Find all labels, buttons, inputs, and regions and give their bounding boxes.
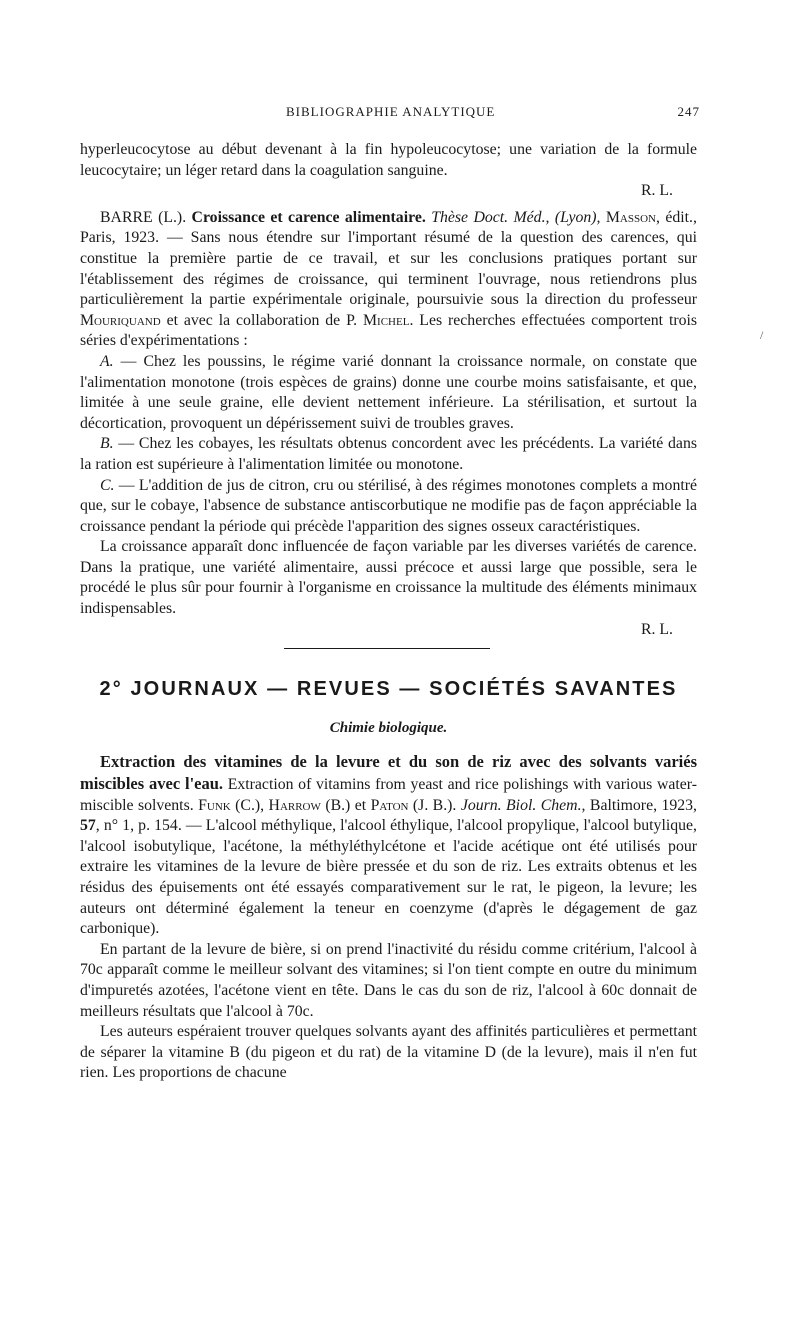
continued-paragraph: hyperleucocytose au début devenant à la fin hypoleucocytose; une variation de la formule leucocytaire; un léger retard dans la coagulation sanguine. [80,141,697,179]
article-abstract: , n° 1, p. 154. — L'alcool méthylique, l'alcool éthylique, l'alcool propylique, l'alcool butylique, l'alcool isobutylique, l'acétone, la méthyléthylcétone et l'acide acétique ont été utilisés pour extraire les vitamines de la levure de bière pressée et du son de riz. Les extraits obtenus et les résidus des épuisements ont été essayés comparativement sur le rat, le pigeon, la levure; les auteurs ont déterminé également la teneur en coenzyme (d'après le dégagement de gaz carbonique). [80,817,697,938]
author-paton: Paton [370,796,409,814]
publisher-name: Masson [605,208,657,226]
article-paragraph: En partant de la levure de bière, si on prend l'inactivité du résidu comme critérium, l'alcool à 70c apparaît comme le meilleur solvant des vitamines; si l'on tient compte en outre du minimum d'impuretés azotées, l'acétone vient en tête. Dans le cas du son de riz, l'alcool à 60c donnait de meilleurs résultats que l'alcool à 70c. [80,940,697,1020]
page-number: 247 [677,104,700,119]
series-c [80,476,697,538]
article-entry [80,752,697,939]
review-thesis: Thèse Doct. Méd., [431,208,550,226]
review-summary: , édit., Paris, 1923. — Sans nous étendre sur l'important résumé de la question des carences, qui constitue la première partie de ce travail, et sur les conclusions pratiques portant sur l'établissement des régimes de croissance, qui terminent l'ouvrage, nous retiendrons plus particulièrement la partie expérimentale originale, poursuivie sous la direction du professeur [80,208,697,309]
review-title: Croissance et carence alimentaire. [191,208,426,226]
author-funk: Funk [198,796,231,814]
review-collab-text: et avec la collaboration de P. [166,311,358,329]
journal-name: Journ. Biol. Chem., [460,796,586,814]
margin-mark: / [760,328,764,342]
author-initials: (B.) et [325,796,367,814]
series-c-label: C. [100,476,115,494]
review-conclusion: La croissance apparaît donc influencée de façon variable par les diverses variétés de carence. Dans la pratique, une variété alimentaire, aussi précoce et aussi large que possible, sera le procédé le plus sûr pour fournir à l'organisme en croissance la multitude des éléments minimaux indispensables. [80,538,697,618]
reviewer-signature: R. L. [640,620,673,638]
author-harrow: Harrow [268,796,321,814]
series-a-text: — Chez les poussins, le régime varié donnant la croissance normale, on constate que l'alimentation monotone (trois espèces de grains) donne une courbe moins satisfaisante, et que, limitée à une seule graine, elle devient nettement inférieure. La stérilisation, et surtout la décortication, provoquent un dépérissement suivi de troubles graves. [80,352,698,432]
subsection-heading: Chimie biologique. [329,719,448,736]
series-b-label: B. [100,435,114,453]
author-initials: (J. B.). [412,796,457,814]
review-author: BARRE (L.). [100,208,187,226]
citation-place-year: Baltimore, 1923, [589,796,697,814]
journal-volume: 57 [80,817,96,835]
series-b-text: — Chez les cobayes, les résultats obtenus concordent avec les précédents. La variété dans la ration est supérieure à l'alimentation limitée ou monotone. [80,435,697,473]
series-c-text: — L'addition de jus de citron, cru ou stérilisé, à des régimes monotones complets a montré que, sur le cobaye, l'absence de substance antiscorbutique ne modifie pas de façon appréciable la croissance pendant la période qui précède l'apparition des signes osseux caractéristiques. [80,476,698,535]
review-intro-end: . Les recherches effectuées comportent trois séries d'expérimentations : [80,311,698,350]
section-heading: 2° JOURNAUX — REVUES — SOCIÉTÉS SAVANTES [99,678,678,701]
article-title: Extraction des vitamines de la levure et du son de riz avec des solvants variés miscibles avec l'eau. [80,752,697,794]
running-title: BIBLIOGRAPHIE ANALYTIQUE [286,104,496,119]
review-city: (Lyon), [554,208,601,226]
article-english-title: Extraction of vitamins from yeast and rice polishings with various water-miscible solvents. [80,776,697,814]
collaborator-name: Michel [363,311,410,329]
series-a [80,352,697,434]
section-divider [284,648,490,649]
article-paragraph: Les auteurs espéraient trouver quelques solvants ayant des affinités particulières et permettant de séparer la vitamine B (du pigeon et du rat) de la vitamine D (de la levure), mais il n'en fut rien. Les proportions de chacune [80,1023,697,1082]
page-header [80,104,700,124]
reviewer-signature: R. L. [640,182,673,200]
series-a-label: A. [100,352,114,370]
page-body [80,140,697,1084]
review-entry [80,208,697,352]
author-initials: (C.), [235,796,265,814]
series-b [80,434,697,475]
professor-name: Mouriquand [80,311,161,329]
